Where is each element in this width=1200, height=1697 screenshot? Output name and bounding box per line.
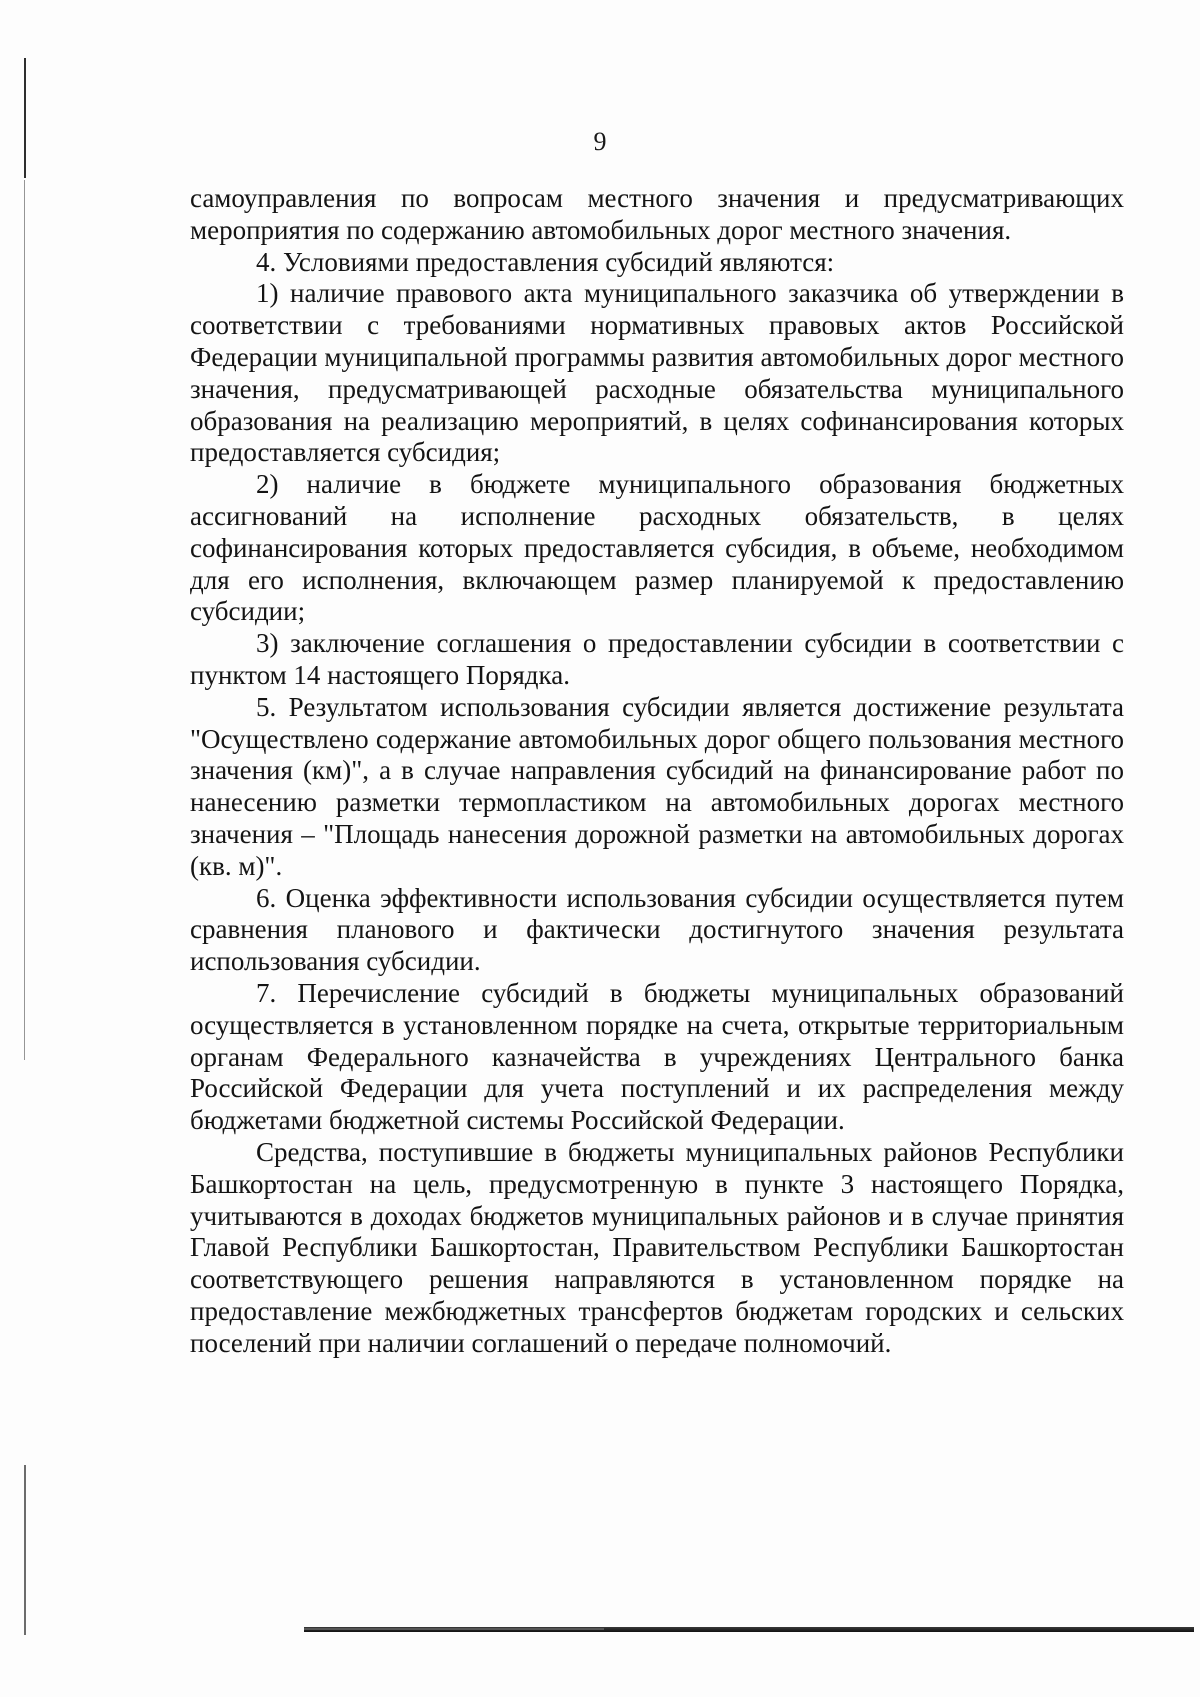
scan-edge-mark	[24, 58, 26, 178]
paragraph-item-6: 6. Оценка эффективности использования субсидии осуществляется путем сравнения планового и фактически достигнутого значения результата использования субсидии.	[190, 882, 1124, 977]
document-body	[190, 183, 1124, 1359]
page-number: 9	[593, 127, 607, 156]
scan-edge-mark	[24, 180, 25, 1060]
paragraph-item-5: 5. Результатом использования субсидии является достижение результата "Осуществлено содержание автомобильных дорог общего пользования местного значения (км)", а в случае направления субсидий на финансирование работ по нанесению разметки термопластиком на автомобильных дорогах местного значения – "Площадь нанесения дорожной разметки на автомобильных дорогах (кв. м)".	[190, 691, 1124, 881]
paragraph-continuation: самоуправления по вопросам местного значения и предусматривающих мероприятия по содержанию автомобильных дорог местного значения.	[190, 183, 1124, 245]
paragraph-subitem-1: 1) наличие правового акта муниципального заказчика об утверждении в соответствии с требованиями нормативных правовых актов Российской Федерации муниципальной программы развития автомобильных дорог местного значения, предусматривающей расходные обязательства муниципального образования на реализацию мероприятий, в целях софинансирования которых предоставляется субсидия;	[190, 278, 1124, 468]
scan-edge-mark	[24, 1465, 26, 1635]
paragraph-subitem-3: 3) заключение соглашения о предоставлении субсидии в соответствии с пунктом 14 настоящего Порядка.	[190, 628, 1124, 690]
paragraph-item-4: 4. Условиями предоставления субсидий являются:	[256, 246, 835, 277]
paragraph-subitem-2: 2) наличие в бюджете муниципального образования бюджетных ассигнований на исполнение расходных обязательств, в целях софинансирования которых предоставляется субсидия, в объеме, необходимом для его исполнения, включающем размер планируемой к предоставлению субсидии;	[190, 469, 1124, 627]
bottom-scan-rule	[304, 1627, 1194, 1632]
paragraph-funds: Средства, поступившие в бюджеты муниципальных районов Республики Башкортостан на цель, предусмотренную в пункте 3 настоящего Порядка, учитываются в доходах бюджетов муниципальных районов и в случае принятия Главой Республики Башкортостан, Правительством Республики Башкортостан соответствующего решения направляются в установленном порядке на предоставление межбюджетных трансфертов бюджетам городских и сельских поселений при наличии соглашений о передаче полномочий.	[190, 1136, 1124, 1358]
paragraph-item-7: 7. Перечисление субсидий в бюджеты муниципальных образований осуществляется в установленном порядке на счета, открытые территориальным органам Федерального казначейства в учреждениях Центрального банка Российской Федерации для учета поступлений и их распределения между бюджетами бюджетной системы Российской Федерации.	[190, 977, 1124, 1136]
